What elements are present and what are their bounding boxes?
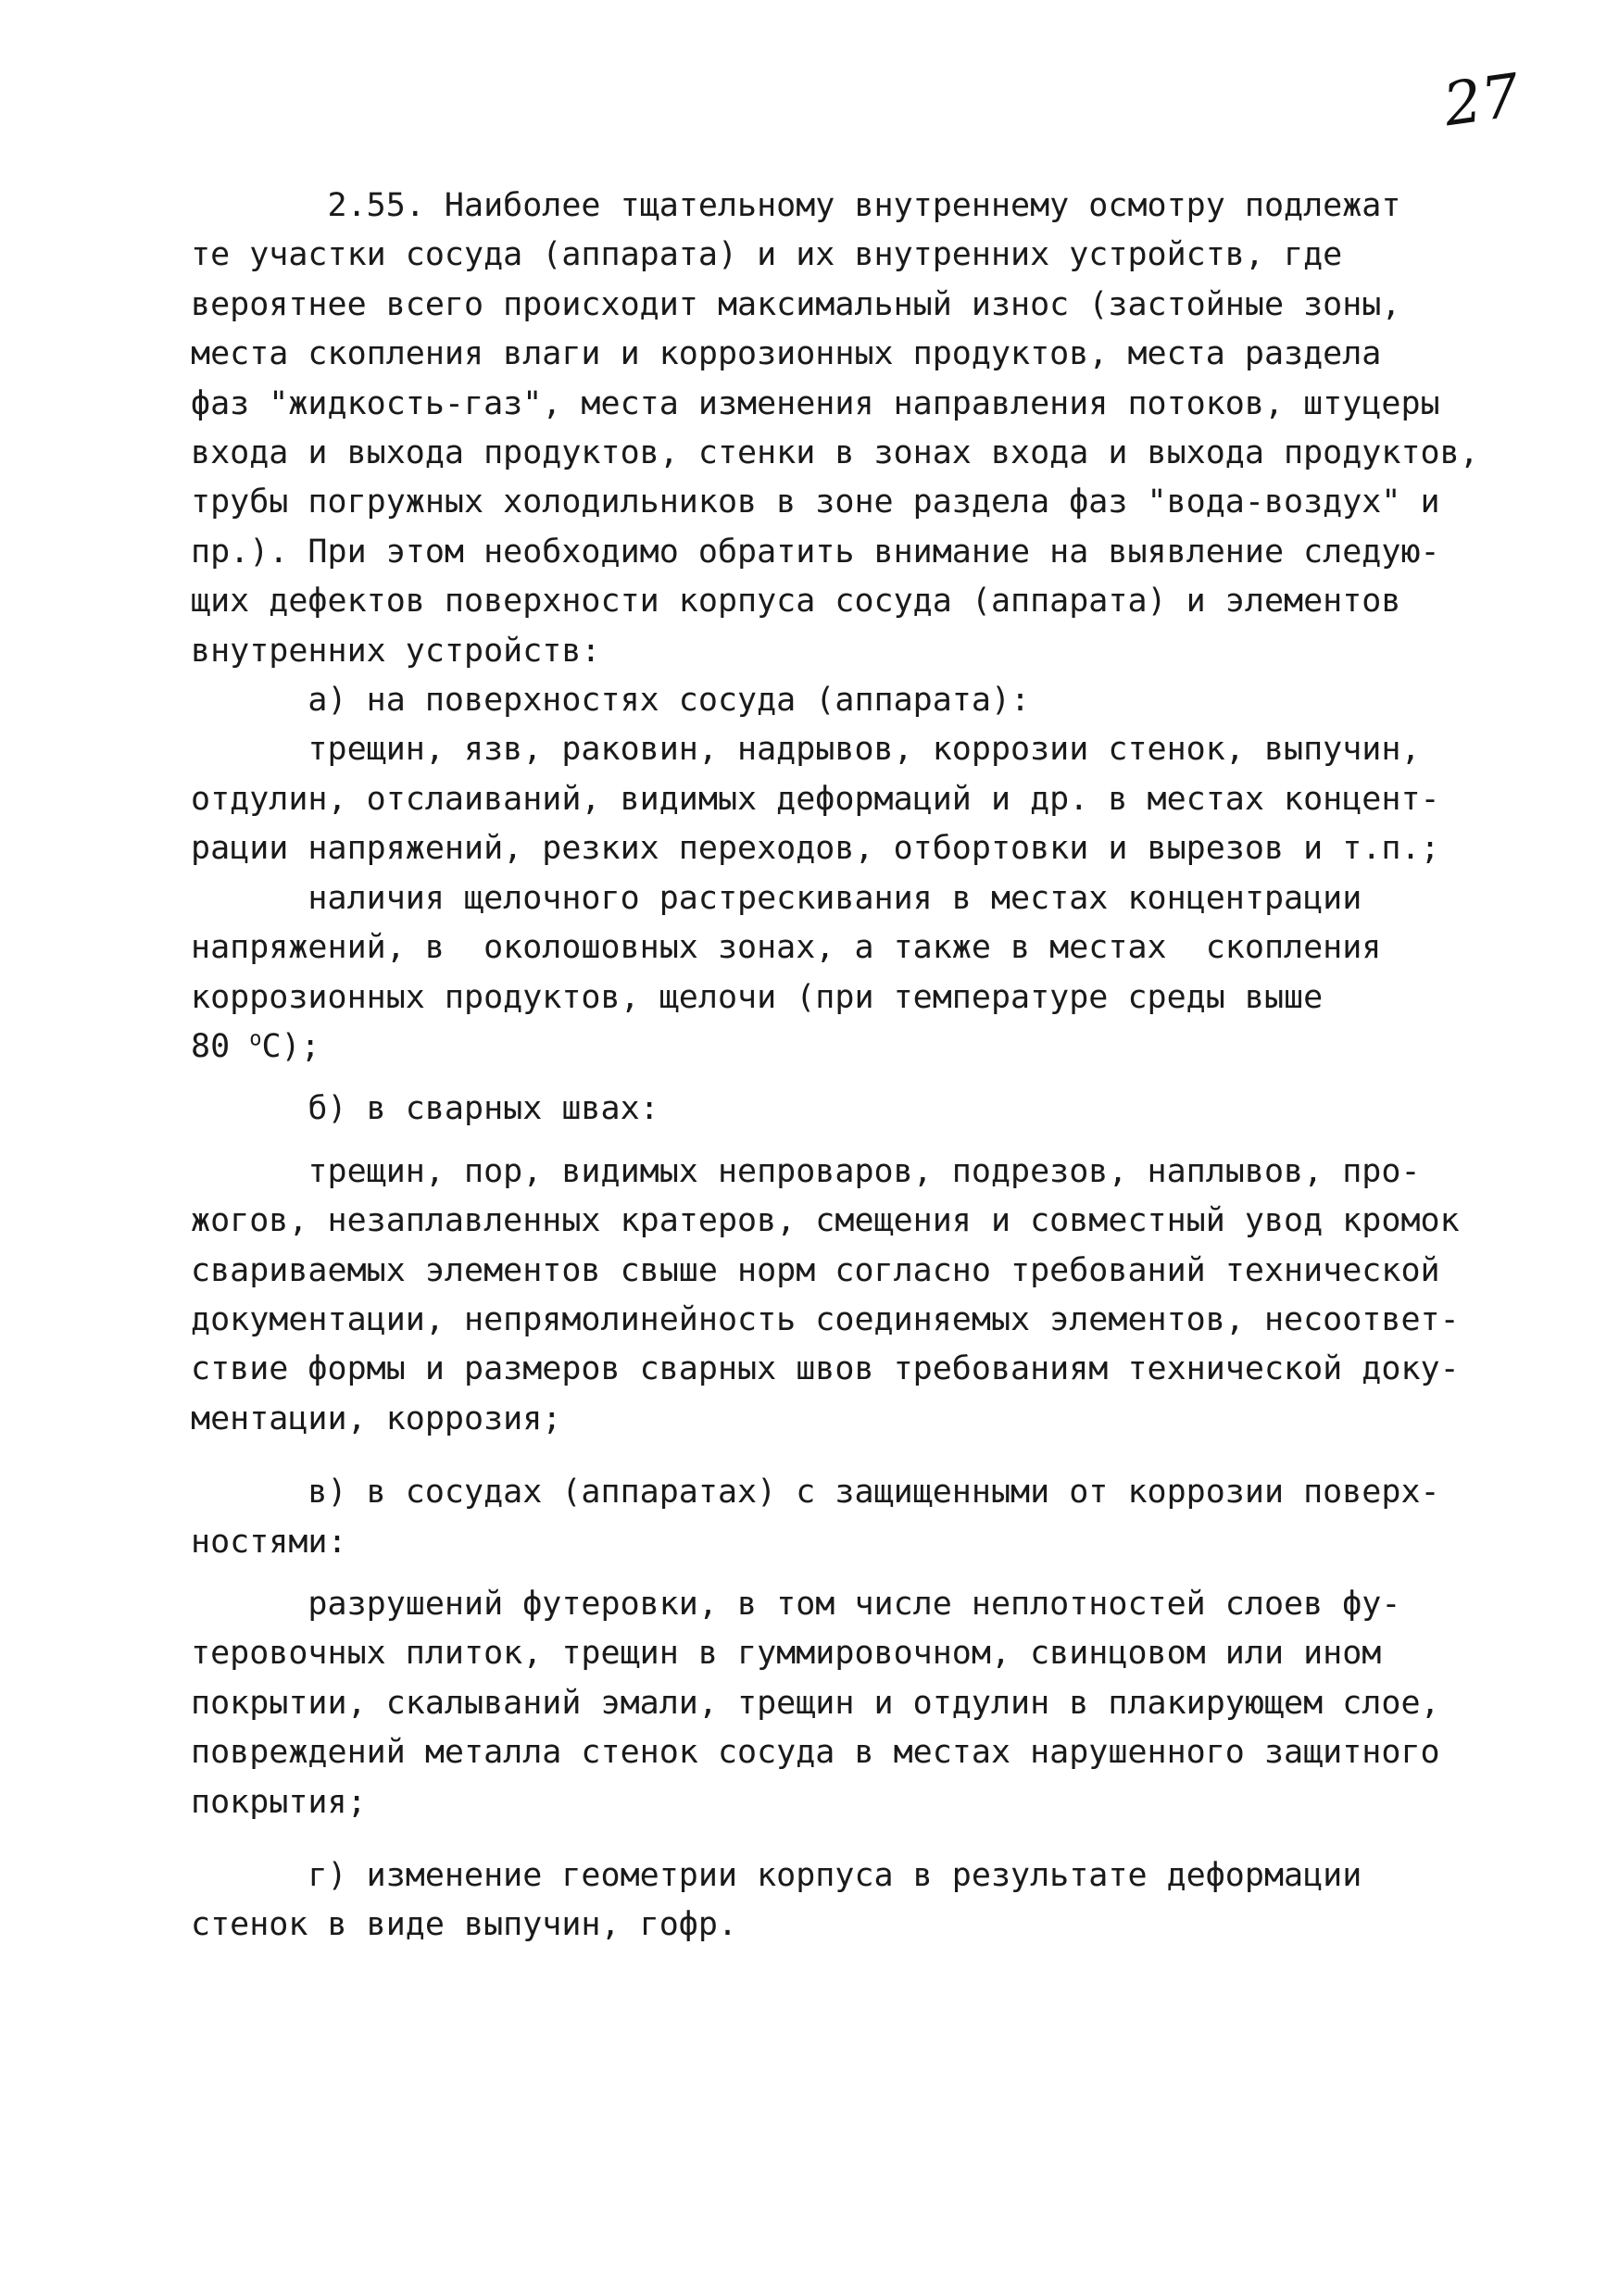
section-heading-a: а) на поверхностях сосуда (аппарата):	[191, 682, 1031, 720]
temperature-value: 80	[191, 1027, 250, 1065]
paragraph-line: повреждений металла стенок сосуда в местах нарушенного защитного	[191, 1734, 1440, 1772]
paragraph-line: фаз "жидкость-газ", места изменения направления потоков, штуцеры	[191, 384, 1440, 422]
paragraph-line: напряжений, в околошовных зонах, а также в местах скопления	[191, 929, 1382, 967]
paragraph-line: стенок в виде выпучин, гофр.	[191, 1906, 738, 1944]
page-number: 27	[1438, 61, 1524, 141]
section-heading-g: г) изменение геометрии корпуса в результате деформации	[191, 1857, 1362, 1894]
paragraph-line: покрытия;	[191, 1783, 367, 1821]
paragraph-line: отдулин, отслаиваний, видимых деформаций и др. в местах концент-	[191, 780, 1440, 818]
section-heading-v-cont: ностями:	[191, 1523, 347, 1561]
paragraph-line: покрытии, скалываний эмали, трещин и отдулин в плакирующем слое,	[191, 1684, 1440, 1722]
paragraph-line: вероятнее всего происходит максимальный износ (застойные зоны,	[191, 285, 1401, 323]
temperature-line	[191, 1023, 1506, 1072]
paragraph-line: те участки сосуда (аппарата) и их внутренних устройств, где	[191, 236, 1343, 274]
paragraph-line: теровочных плиток, трещин в гуммировочном, свинцовом или ином	[191, 1635, 1382, 1673]
paragraph-line: свариваемых элементов свыше норм согласно требований технической	[191, 1251, 1440, 1289]
document-body	[191, 182, 1506, 1951]
paragraph-line: разрушений футеровки, в том числе неплотностей слоев фу-	[191, 1585, 1401, 1623]
paragraph-line: жогов, незаплавленных кратеров, смещения и совместный увод кромок	[191, 1202, 1460, 1240]
degree-sign: о	[249, 1027, 262, 1051]
paragraph-line: трещин, пор, видимых непроваров, подрезов, наплывов, про-	[191, 1152, 1421, 1190]
paragraph-line: документации, непрямолинейность соединяемых элементов, несоответ-	[191, 1300, 1460, 1338]
paragraph-line: 2.55. Наиболее тщательному внутреннему осмотру подлежат	[191, 187, 1401, 224]
paragraph-line: ствие формы и размеров сварных швов требованиям технической доку-	[191, 1350, 1460, 1388]
paragraph-line: входа и выхода продуктов, стенки в зонах входа и выхода продуктов,	[191, 434, 1479, 472]
section-heading-b: б) в сварных швах:	[191, 1090, 659, 1128]
paragraph-line: места скопления влаги и коррозионных продуктов, места раздела	[191, 335, 1382, 373]
paragraph-line: ментации, коррозия;	[191, 1399, 562, 1437]
paragraph-line: коррозионных продуктов, щелочи (при температуре среды выше	[191, 978, 1324, 1016]
paragraph-line: трубы погружных холодильников в зоне раздела фаз "вода-воздух" и	[191, 483, 1440, 521]
paragraph-line: наличия щелочного растрескивания в местах концентрации	[191, 879, 1362, 917]
section-heading-v: в) в сосудах (аппаратах) с защищенными от коррозии поверх-	[191, 1474, 1440, 1512]
paragraph-line: внутренних устройств:	[191, 632, 601, 670]
paragraph-line: пр.). При этом необходимо обратить внимание на выявление следую-	[191, 533, 1440, 571]
paragraph-line: щих дефектов поверхности корпуса сосуда (аппарата) и элементов	[191, 583, 1401, 621]
temperature-unit: С);	[261, 1027, 320, 1065]
paragraph-line: рации напряжений, резких переходов, отбортовки и вырезов и т.п.;	[191, 830, 1440, 868]
paragraph-line: трещин, язв, раковин, надрывов, коррозии стенок, выпучин,	[191, 731, 1421, 769]
